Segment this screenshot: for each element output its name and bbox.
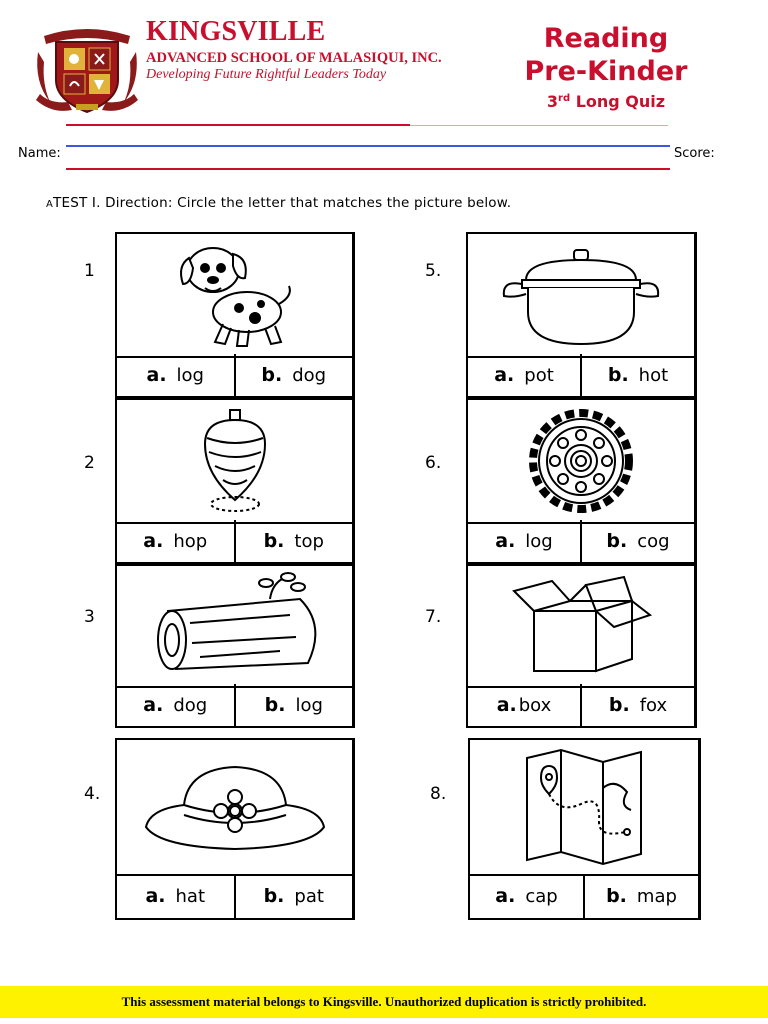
question-card <box>468 738 701 920</box>
option-b[interactable] <box>580 684 694 726</box>
option-letter: a. <box>496 694 517 716</box>
answer-options <box>468 684 694 726</box>
option-letter: a. <box>143 530 164 552</box>
option-a[interactable] <box>468 520 580 562</box>
quiz-suffix: rd <box>558 93 571 104</box>
question-number: 1 <box>84 261 95 281</box>
option-b[interactable] <box>234 684 353 726</box>
subject-title: Reading <box>543 23 669 54</box>
dog-icon <box>165 238 305 352</box>
notice-text: This assessment material belongs to Kingsville. Unauthorized duplication is strictly prohibited. <box>121 994 647 1009</box>
name-field[interactable] <box>66 145 670 147</box>
option-letter: b. <box>264 694 286 716</box>
option-letter: b. <box>263 530 285 552</box>
question-card <box>115 738 355 920</box>
picture-panel <box>470 740 698 876</box>
name-label: Name: <box>18 146 61 161</box>
subject-heading <box>500 22 712 113</box>
option-letter: a. <box>143 694 164 716</box>
option-letter: b. <box>261 364 283 386</box>
option-word: pat <box>294 885 324 907</box>
option-word: pot <box>524 364 554 386</box>
picture-panel <box>468 566 694 688</box>
school-tagline: Developing Future Rightful Leaders Today <box>146 67 387 82</box>
option-word: hop <box>173 530 208 552</box>
picture-panel <box>468 234 694 358</box>
picture-panel <box>117 400 352 524</box>
question-card <box>466 398 697 564</box>
option-word: map <box>636 885 677 907</box>
option-letter: b. <box>263 885 285 907</box>
question-card <box>115 232 355 398</box>
option-word: log <box>176 364 204 386</box>
option-word: log <box>295 694 323 716</box>
picture-panel <box>117 234 352 358</box>
answer-options <box>117 684 352 726</box>
cog-icon <box>521 405 641 517</box>
option-a[interactable] <box>468 354 580 396</box>
option-b[interactable] <box>583 874 698 918</box>
option-word: cog <box>637 530 670 552</box>
question-card <box>466 564 697 728</box>
school-crest-icon <box>32 22 142 118</box>
option-letter: b. <box>606 885 627 907</box>
option-word: box <box>518 694 552 716</box>
direction-text: TEST I. Direction: Circle the letter that matches the picture below. <box>53 195 512 211</box>
option-letter: b. <box>606 530 628 552</box>
box-icon <box>506 571 656 681</box>
header-divider-red <box>66 124 410 126</box>
answer-options <box>117 520 352 562</box>
question-number: 3 <box>84 607 95 627</box>
option-letter: a. <box>146 364 167 386</box>
header-divider-pink <box>410 125 668 126</box>
option-a[interactable] <box>468 684 580 726</box>
option-word: hat <box>175 885 206 907</box>
option-word: dog <box>173 694 208 716</box>
option-word: log <box>525 530 553 552</box>
answer-options <box>470 874 698 918</box>
score-label: Score: <box>674 146 715 161</box>
spinning-top-icon <box>195 404 275 518</box>
option-b[interactable] <box>234 354 353 396</box>
picture-panel <box>117 566 352 688</box>
map-icon <box>519 748 649 866</box>
answer-options <box>468 520 694 562</box>
option-letter: a. <box>495 885 516 907</box>
school-subtitle: ADVANCED SCHOOL OF MALASIQUI, INC. <box>146 50 442 66</box>
answer-options <box>117 354 352 396</box>
question-card <box>115 564 355 728</box>
test-prefix: A <box>46 199 54 210</box>
question-number: 6. <box>425 453 442 473</box>
option-word: dog <box>292 364 327 386</box>
question-number: 4. <box>84 784 101 804</box>
answer-options <box>468 354 694 396</box>
option-letter: a. <box>145 885 166 907</box>
option-b[interactable] <box>580 354 694 396</box>
option-b[interactable] <box>234 520 353 562</box>
test-direction <box>46 195 511 211</box>
option-a[interactable] <box>117 354 234 396</box>
option-b[interactable] <box>580 520 694 562</box>
option-b[interactable] <box>234 874 353 918</box>
option-a[interactable] <box>117 520 234 562</box>
log-icon <box>140 571 330 681</box>
school-name: KINGSVILLE <box>146 16 326 47</box>
question-card <box>466 232 697 398</box>
question-number: 7. <box>425 607 442 627</box>
question-card <box>115 398 355 564</box>
option-a[interactable] <box>117 684 234 726</box>
quiz-label: Long Quiz <box>575 92 666 111</box>
name-underline-red <box>66 168 670 170</box>
picture-panel <box>117 740 352 876</box>
option-a[interactable] <box>470 874 583 918</box>
copyright-notice <box>0 986 768 1018</box>
option-word: fox <box>639 694 668 716</box>
quiz-number: 3 <box>546 92 559 111</box>
quiz-title <box>500 88 712 113</box>
pot-icon <box>496 240 666 350</box>
option-letter: b. <box>608 694 630 716</box>
question-number: 2 <box>84 453 95 473</box>
option-word: hot <box>638 364 669 386</box>
answer-options <box>117 874 352 918</box>
question-number: 8. <box>430 784 447 804</box>
option-letter: a. <box>494 364 515 386</box>
option-letter: b. <box>607 364 629 386</box>
option-letter: a. <box>495 530 516 552</box>
grade-level: Pre-Kinder <box>524 56 688 87</box>
hat-icon <box>140 747 330 867</box>
option-word: cap <box>525 885 558 907</box>
picture-panel <box>468 400 694 524</box>
question-number: 5. <box>425 261 442 281</box>
option-a[interactable] <box>117 874 234 918</box>
option-word: top <box>294 530 324 552</box>
